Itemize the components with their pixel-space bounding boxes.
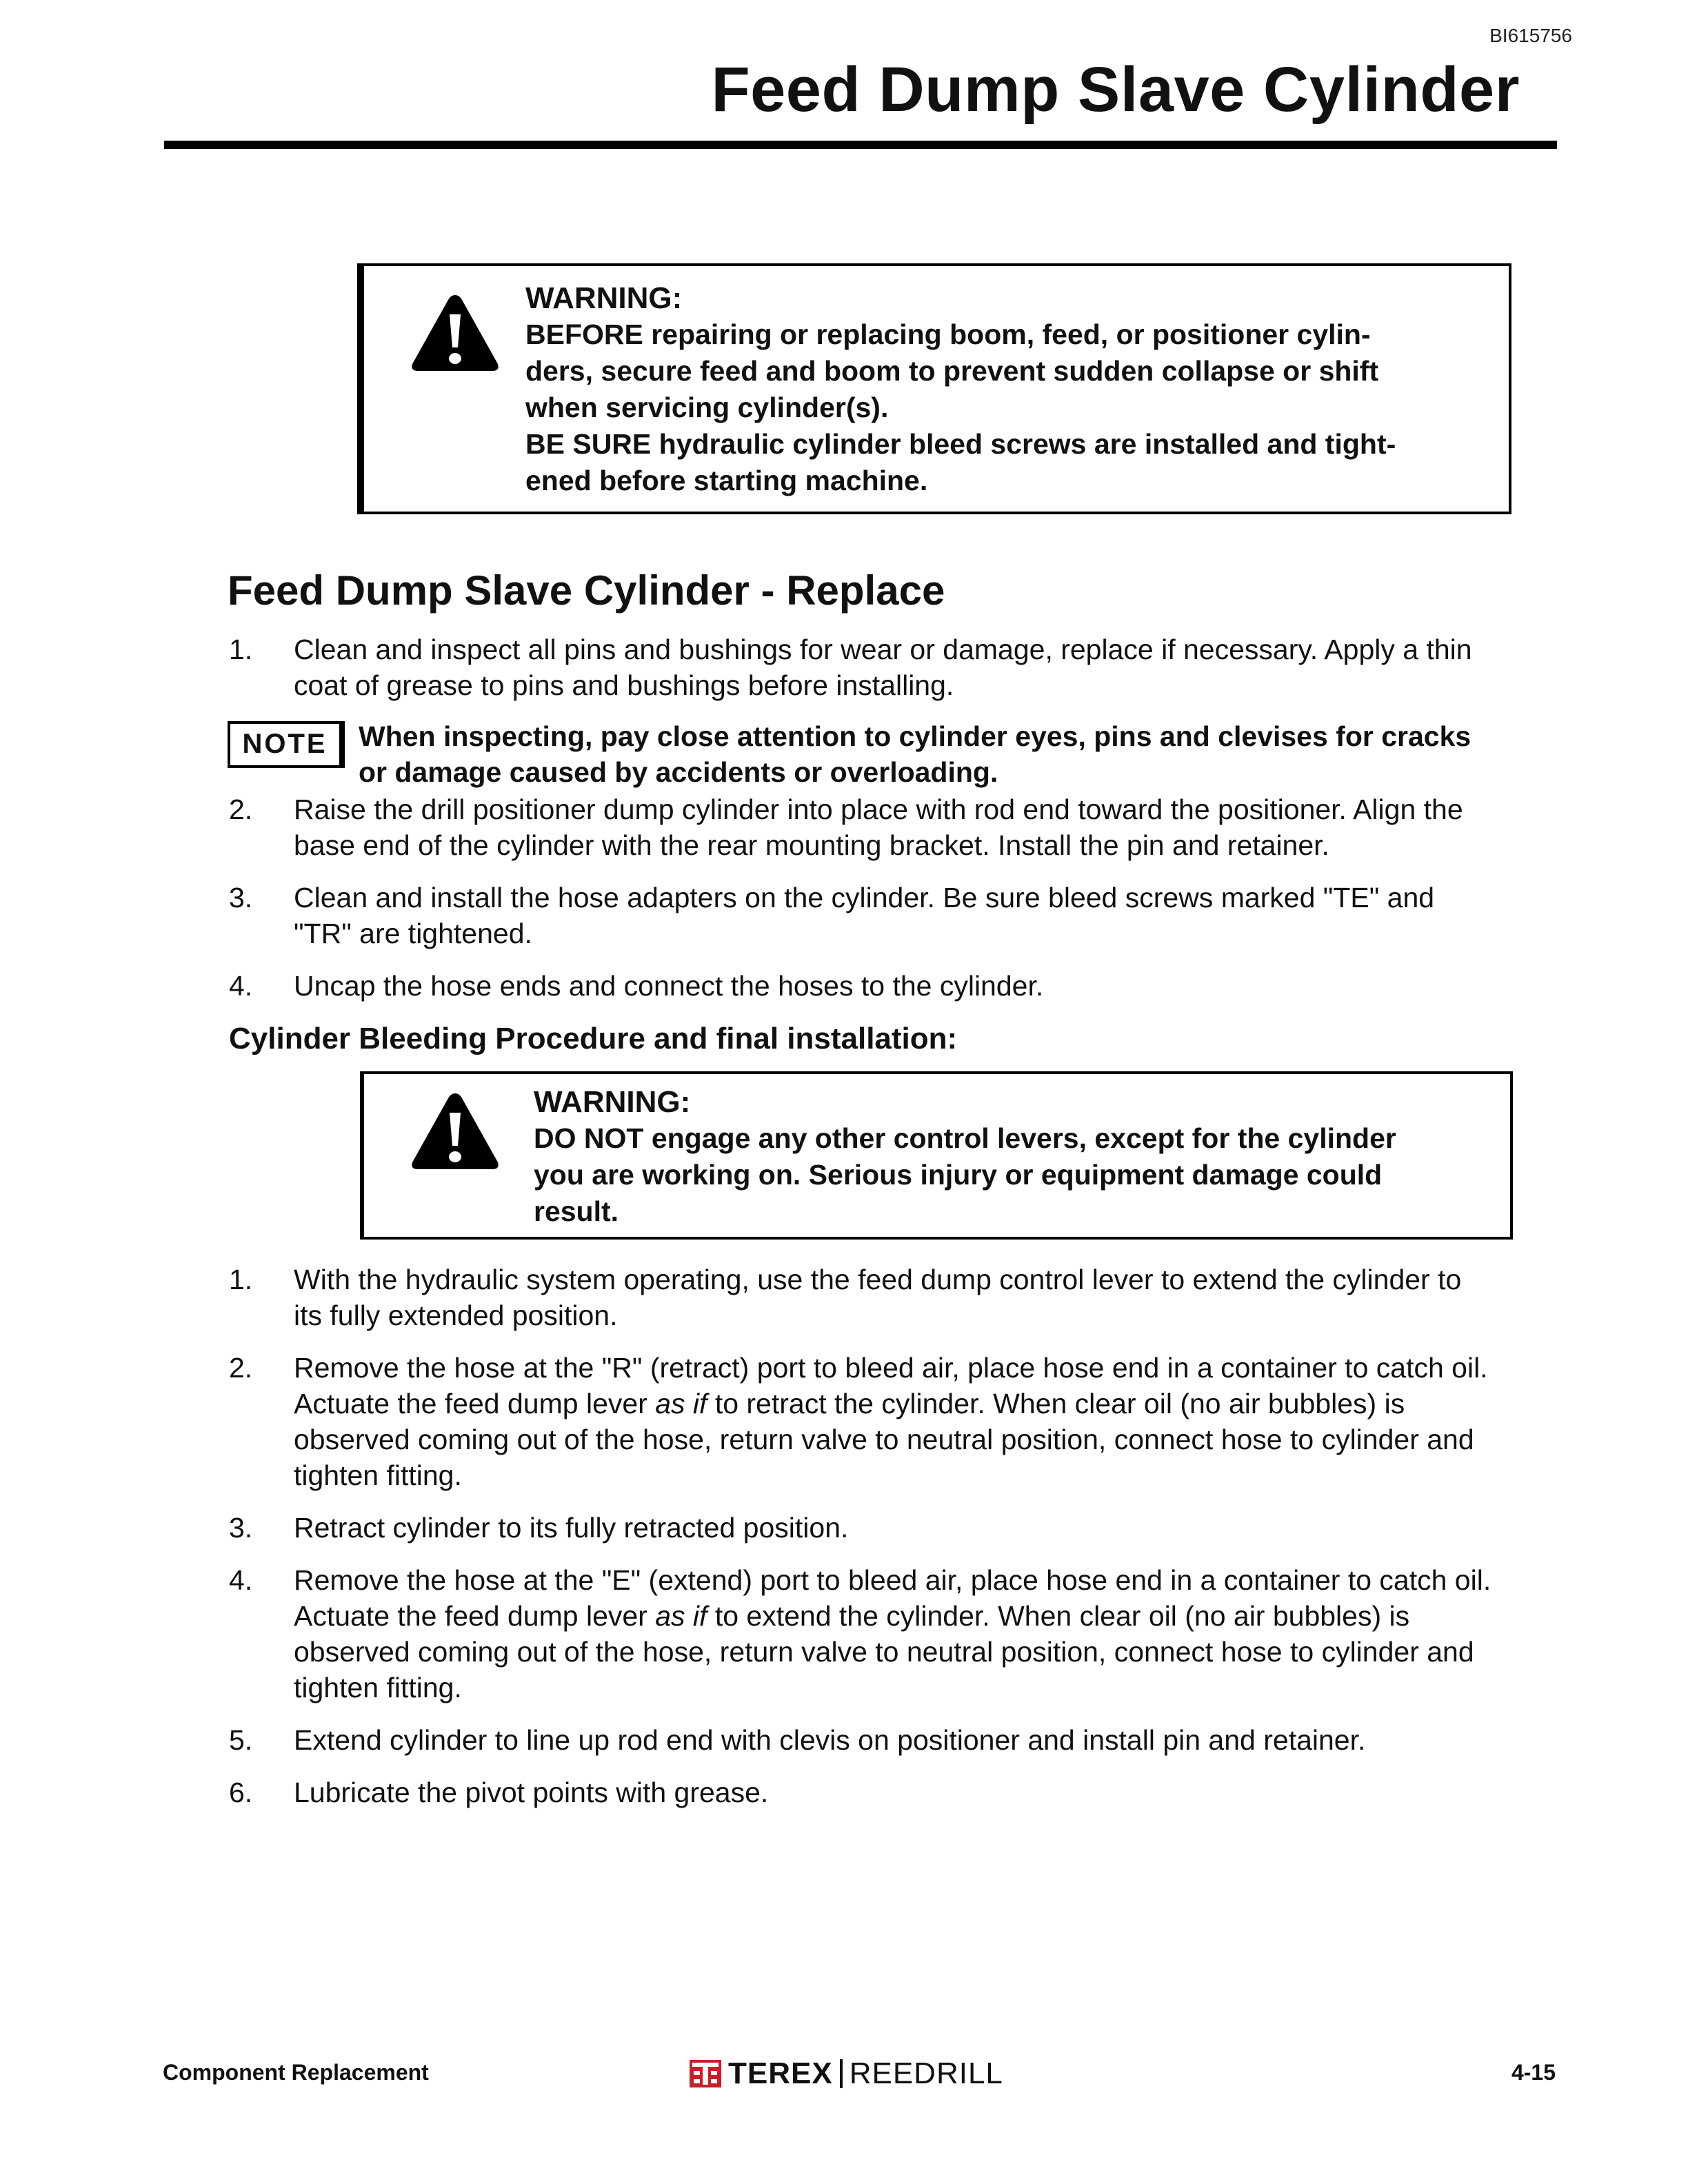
step-text	[294, 880, 1567, 951]
step-text-emphasis: as if	[655, 1600, 707, 1632]
brand-name: TEREX	[728, 2056, 833, 2090]
step-text	[294, 1775, 1567, 1810]
step-text	[294, 1562, 1567, 1706]
brand-separator	[840, 2059, 843, 2088]
step-number: 3.	[229, 1512, 253, 1544]
step-line	[294, 1386, 1567, 1422]
step-text-emphasis: as if	[655, 1388, 707, 1419]
title-rule	[164, 141, 1557, 149]
warning-line: when servicing cylinder(s).	[525, 392, 889, 423]
warning-text	[534, 1084, 1485, 1230]
note-text	[359, 718, 1471, 790]
step-line	[294, 1598, 1567, 1634]
step-line: its fully extended position.	[294, 1300, 618, 1331]
step-text-run: to extend the cylinder. When clear oil (no air bubbles) is	[707, 1600, 1410, 1632]
page-title: Feed Dump Slave Cylinder	[711, 54, 1520, 125]
step-line: "TR" are tightened.	[294, 918, 532, 949]
note-line: When inspecting, pay close attention to cylinder eyes, pins and clevises for cracks	[359, 720, 1471, 752]
warning-label: WARNING:	[525, 281, 683, 315]
footer-section-name: Component Replacement	[163, 2060, 429, 2085]
warning-line: result.	[534, 1195, 619, 1227]
step-number: 2.	[229, 1352, 253, 1384]
step-text	[294, 1350, 1567, 1493]
step-line: Remove the hose at the "R" (retract) port to bleed air, place hose end in a container to catch oil.	[294, 1352, 1488, 1384]
step-number: 6.	[229, 1777, 253, 1808]
step-number: 5.	[229, 1724, 253, 1756]
step-number: 1.	[229, 1264, 253, 1295]
step-line: Raise the drill positioner dump cylinder into place with rod end toward the positioner. Align the	[294, 793, 1463, 825]
step-number: 3.	[229, 882, 253, 913]
warning-line: ened before starting machine.	[525, 465, 928, 496]
step-text	[294, 1722, 1567, 1758]
step-text	[294, 1510, 1567, 1546]
warning-line: BEFORE repairing or replacing boom, feed, or positioner cylin-	[525, 318, 1371, 350]
step-line: tighten fitting.	[294, 1672, 462, 1703]
warning-line: you are working on. Serious injury or equipment damage could	[534, 1159, 1383, 1191]
step-line: base end of the cylinder with the rear mounting bracket. Install the pin and retainer.	[294, 829, 1329, 861]
step-line: observed coming out of the hose, return valve to neutral position, connect hose to cylinder and	[294, 1636, 1474, 1668]
step-text	[294, 1262, 1567, 1333]
step-number: 2.	[229, 793, 253, 825]
step-number: 1.	[229, 634, 253, 665]
step-line: coat of grease to pins and bushings before installing.	[294, 669, 954, 701]
step-number: 4.	[229, 970, 253, 1002]
warning-text	[525, 280, 1477, 499]
step-line: Uncap the hose ends and connect the hoses to the cylinder.	[294, 970, 1044, 1002]
step-text	[294, 791, 1567, 863]
warning-box	[360, 1071, 1513, 1240]
step-line: observed coming out of the hose, return valve to neutral position, connect hose to cylinder and	[294, 1424, 1474, 1455]
document-id: BI615756	[1489, 25, 1572, 46]
step-line: Remove the hose at the "E" (extend) port to bleed air, place hose end in a container to catch oil.	[294, 1564, 1491, 1596]
step-line: Retract cylinder to its fully retracted position.	[294, 1512, 849, 1544]
step-text-run: to retract the cylinder. When clear oil (no air bubbles) is	[707, 1388, 1405, 1419]
step-line: Lubricate the pivot points with grease.	[294, 1777, 769, 1808]
page-number: 4-15	[1511, 2060, 1556, 2085]
warning-box	[357, 263, 1511, 514]
warning-label: WARNING:	[534, 1085, 691, 1119]
warning-triangle-icon	[410, 292, 501, 374]
warning-line: BE SURE hydraulic cylinder bleed screws are installed and tight-	[525, 428, 1396, 460]
step-text	[294, 968, 1567, 1004]
step-line: Clean and inspect all pins and bushings for wear or damage, replace if necessary. Apply a thin	[294, 634, 1472, 665]
step-number: 4.	[229, 1564, 253, 1596]
note-line: or damage caused by accidents or overloading.	[359, 756, 998, 788]
step-text-run: Actuate the feed dump lever	[294, 1388, 656, 1419]
brand-logo	[690, 2057, 1003, 2090]
sub-heading: Cylinder Bleeding Procedure and final installation:	[229, 1022, 958, 1055]
step-line: With the hydraulic system operating, use the feed dump control lever to extend the cylinder to	[294, 1264, 1462, 1295]
terex-logo-icon	[690, 2060, 721, 2087]
brand-suffix: REEDRILL	[849, 2056, 1003, 2090]
step-text	[294, 631, 1567, 703]
step-line: Extend cylinder to line up rod end with clevis on positioner and install pin and retainer.	[294, 1724, 1366, 1756]
note-badge: NOTE	[228, 721, 345, 768]
step-line: Clean and install the hose adapters on the cylinder. Be sure bleed screws marked "TE" and	[294, 882, 1435, 913]
step-line: tighten fitting.	[294, 1459, 462, 1491]
step-text-run: Actuate the feed dump lever	[294, 1600, 656, 1632]
warning-triangle-icon	[410, 1091, 501, 1172]
warning-line: ders, secure feed and boom to prevent sudden collapse or shift	[525, 355, 1379, 387]
warning-line: DO NOT engage any other control levers, except for the cylinder	[534, 1122, 1396, 1154]
section-heading: Feed Dump Slave Cylinder - Replace	[228, 567, 945, 614]
